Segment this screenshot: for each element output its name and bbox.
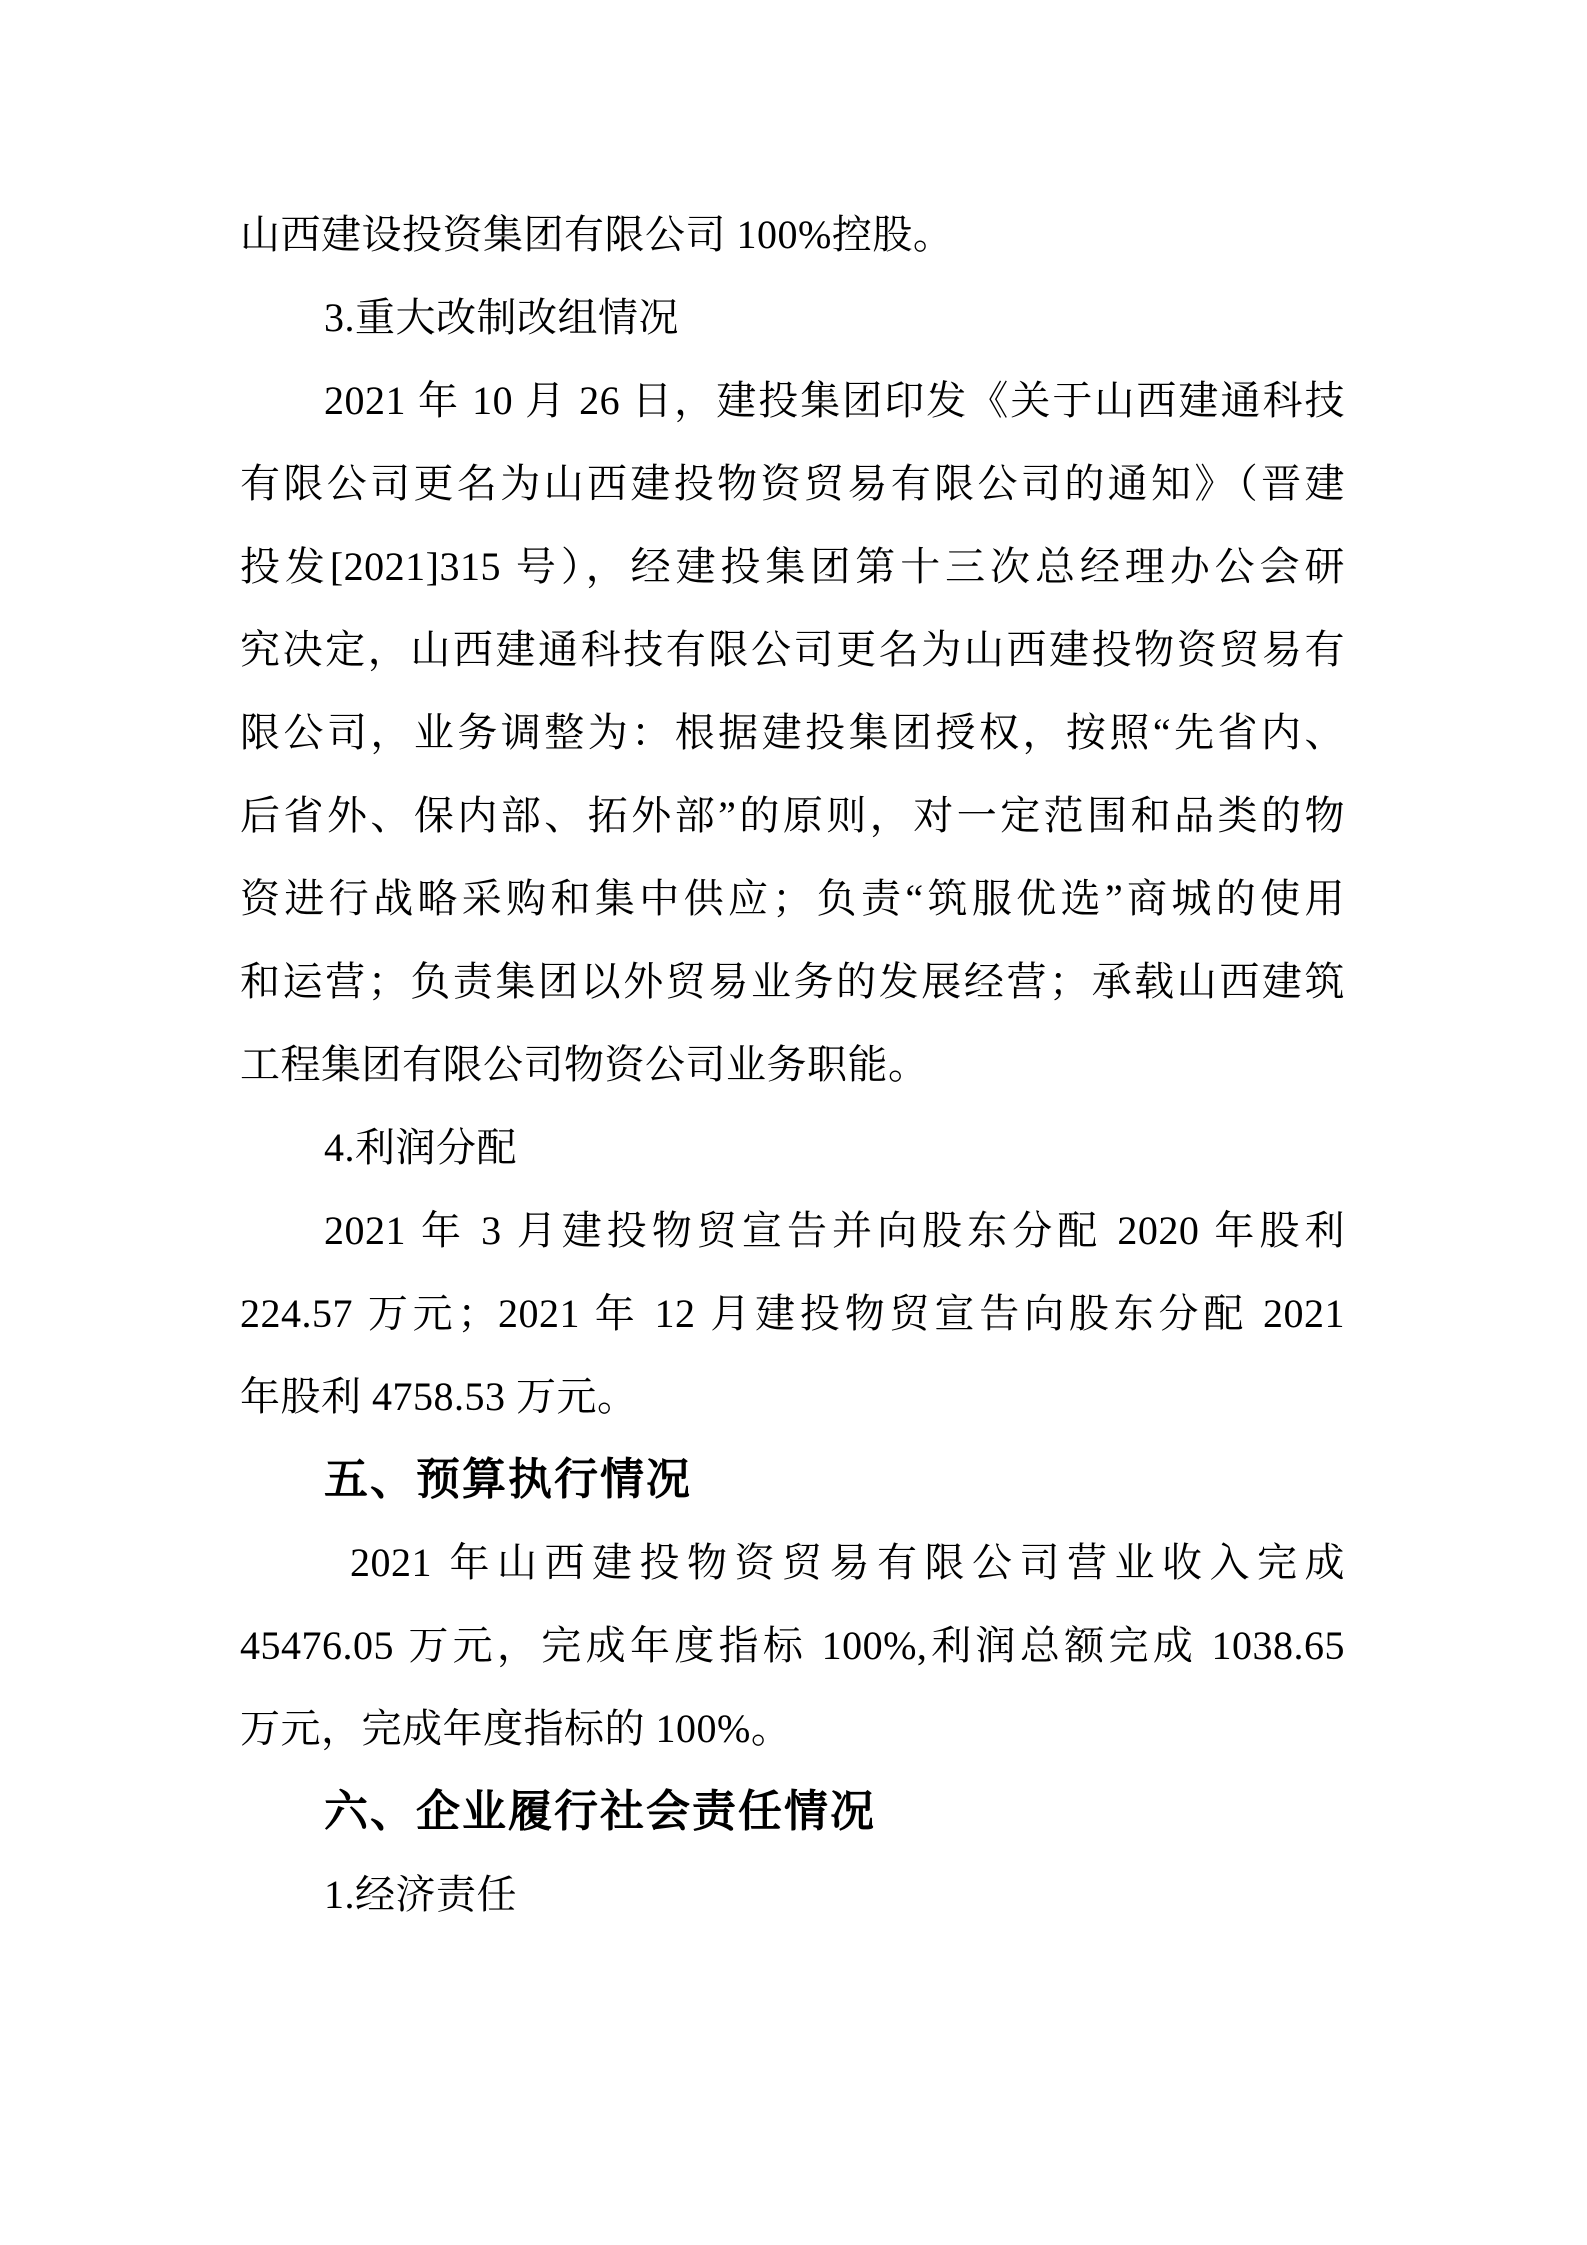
doc-line-6: 究决定，山西建通科技有限公司更名为山西建投物资贸易有 xyxy=(240,627,1345,672)
subheading-1: 1.经济责任 xyxy=(324,1872,517,1917)
doc-line-13: 2021 年 3 月建投物贸宣告并向股东分配 2020 年股利 xyxy=(324,1208,1345,1253)
doc-line-19: 万元，完成年度指标的 100%。 xyxy=(240,1706,792,1751)
document-body xyxy=(240,193,1345,1936)
doc-line-9: 资进行战略采购和集中供应；负责“筑服优选”商城的使用 xyxy=(240,876,1345,921)
section-heading-5: 五、预算执行情况 xyxy=(324,1455,692,1504)
doc-line-8: 后省外、保内部、拓外部”的原则，对一定范围和品类的物 xyxy=(240,793,1345,838)
doc-line-10: 和运营；负责集团以外贸易业务的发展经营；承载山西建筑 xyxy=(240,959,1345,1004)
section-heading-6: 六、企业履行社会责任情况 xyxy=(324,1787,876,1836)
doc-line-11: 工程集团有限公司物资公司业务职能。 xyxy=(240,1042,929,1087)
doc-line-7: 限公司，业务调整为：根据建投集团授权，按照“先省内、 xyxy=(240,710,1345,755)
doc-line-18: 45476.05 万元，完成年度指标 100%,利润总额完成 1038.65 xyxy=(240,1623,1345,1668)
doc-line-15: 年股利 4758.53 万元。 xyxy=(240,1374,638,1419)
doc-line-3: 2021 年 10 月 26 日，建投集团印发《关于山西建通科技 xyxy=(324,378,1345,423)
doc-line-4: 有限公司更名为山西建投物资贸易有限公司的通知》（晋建 xyxy=(240,461,1345,506)
doc-line-14: 224.57 万元；2021 年 12 月建投物贸宣告向股东分配 2021 xyxy=(240,1291,1345,1336)
doc-line-1: 山西建设投资集团有限公司 100%控股。 xyxy=(240,212,954,257)
subheading-3: 3.重大改制改组情况 xyxy=(324,295,679,340)
doc-line-5: 投发[2021]315 号），经建投集团第十三次总经理办公会研 xyxy=(240,544,1345,589)
subheading-4: 4.利润分配 xyxy=(324,1125,517,1170)
doc-line-17: 2021 年山西建投物资贸易有限公司营业收入完成 xyxy=(350,1540,1345,1585)
